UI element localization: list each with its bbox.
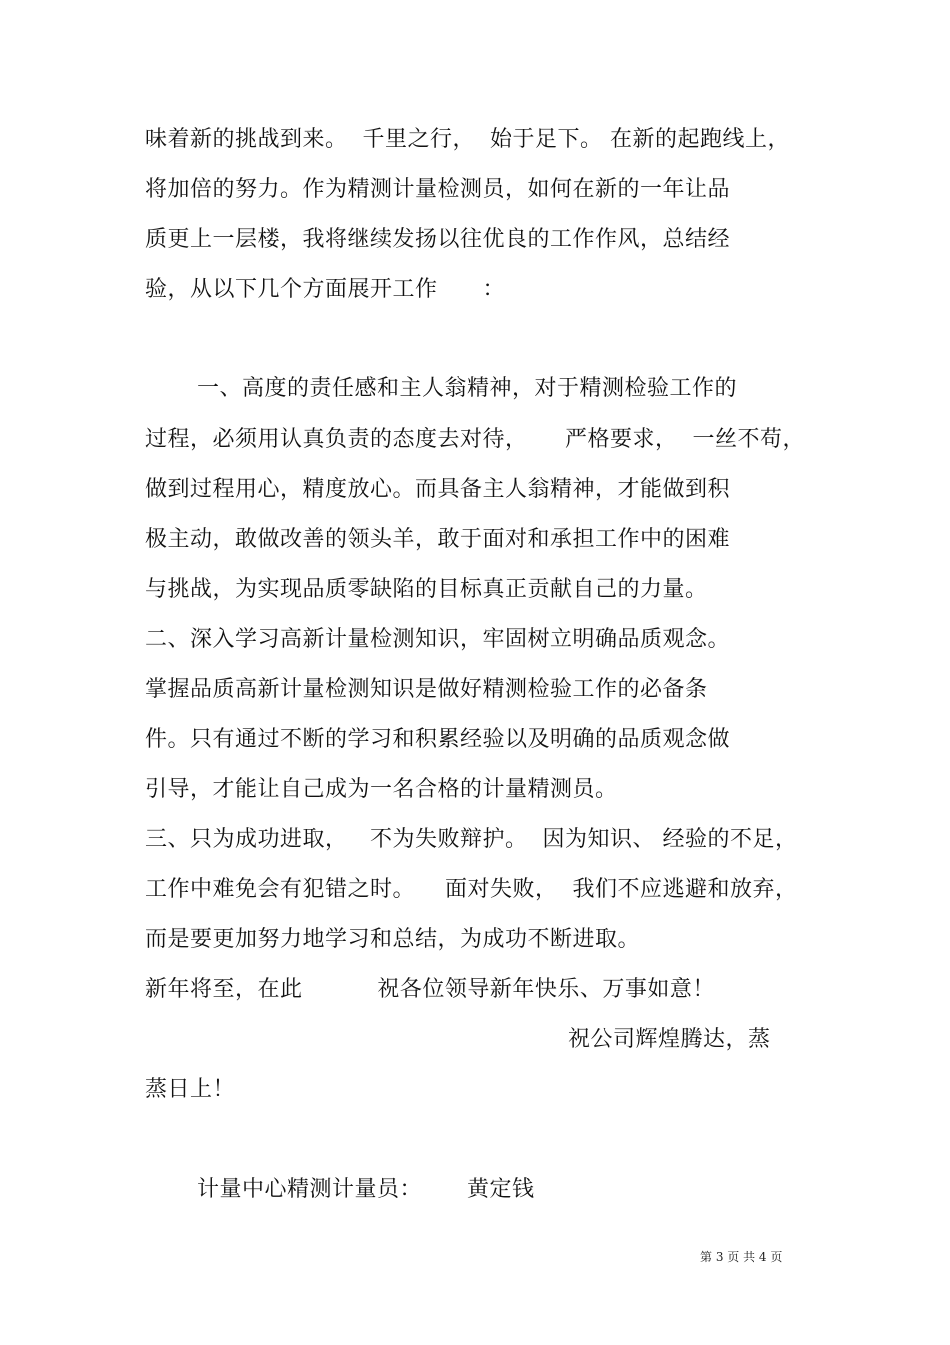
paragraph-line: 味着新的挑战到来。 千里之行， 始于足下。 在新的起跑线上， [145,127,790,152]
section-one-heading-line: 一、高度的责任感和主人翁精神，对于精测检验工作的 [197,376,738,401]
paragraph-line: 引导，才能让自己成为一名合格的计量精测员。 [145,777,618,802]
blessing-line-end: 蒸日上！ [145,1077,236,1102]
paragraph-line: 过程，必须用认真负责的态度去对待， 严格要求， 一丝不苟， [145,427,805,452]
section-three-heading-line: 三、只为成功进取， 不为失败辩护。 因为知识、 经验的不足， [145,827,798,852]
signature-line: 计量中心精测计量员： 黄定钱 [197,1177,535,1202]
paragraph-line: 将加倍的努力。作为精测计量检测员，如何在新的一年让品 [145,177,731,202]
blessing-line: 祝公司辉煌腾达，蒸 [568,1027,771,1052]
paragraph-line: 掌握品质高新计量检测知识是做好精测检验工作的必备条 [145,677,708,702]
page-number-footer: 第 3 页 共 4 页 [700,1250,783,1264]
section-two-heading-line: 二、深入学习高新计量检测知识，牢固树立明确品质观念。 [145,627,731,652]
paragraph-line: 与挑战，为实现品质零缺陷的目标真正贡献自己的力量。 [145,577,708,602]
paragraph-line: 极主动，敢做改善的领头羊，敢于面对和承担工作中的困难 [145,527,731,552]
paragraph-line: 做到过程用心，精度放心。而具备主人翁精神，才能做到积 [145,477,731,502]
paragraph-line: 质更上一层楼，我将继续发扬以往优良的工作作风，总结经 [145,227,731,252]
greeting-line: 新年将至，在此 祝各位领导新年快乐、万事如意！ [145,977,715,1002]
paragraph-line: 验，从以下几个方面展开工作 ： [145,277,505,302]
paragraph-line: 而是要更加努力地学习和总结，为成功不断进取。 [145,927,641,952]
paragraph-line: 工作中难免会有犯错之时。 面对失败， 我们不应逃避和放弃， [145,877,798,902]
paragraph-line: 件。只有通过不断的学习和积累经验以及明确的品质观念做 [145,727,731,752]
